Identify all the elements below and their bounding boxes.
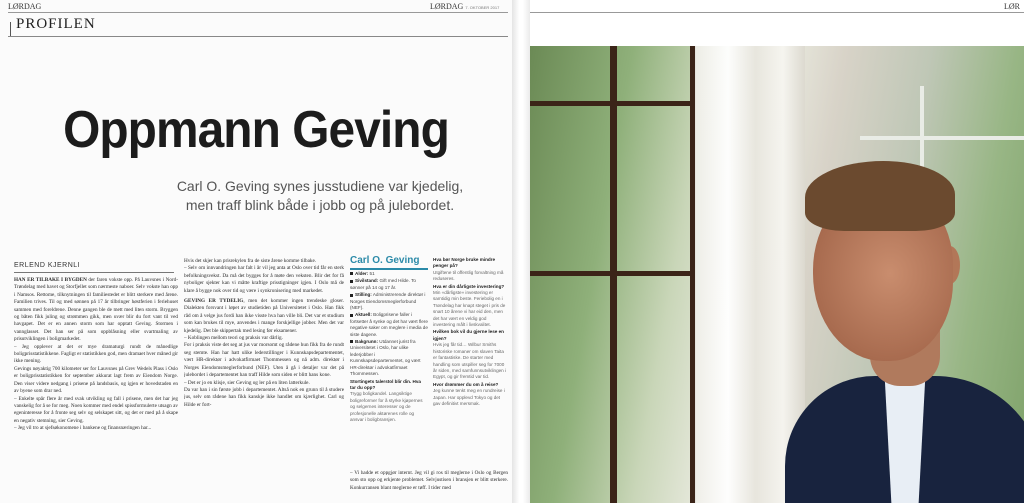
fact-question: Hva er din dårligste investering? — [433, 283, 505, 289]
byline: ERLEND KJERNLI — [14, 262, 81, 269]
folio-right-page: LØR — [1004, 2, 1020, 11]
fact-answer: Hvis jeg får tid… Wilbur Smiths historiske romaner om slaven Taita er fantastiske. De starter med handling som utspiller seg for 7000 år siden, med samfunnsutviklingen i Egypt, og gir fremtid var tid. — [433, 342, 507, 380]
article-column-1 — [14, 277, 178, 503]
article-column-3-tail — [350, 470, 508, 503]
paragraph: – Vi hadde et oppgjør internt. Jeg vil gi ros til meglerne i Oslo og Bergen som sto opp og erkjente problemet. Selvjustisen i bransjen er blitt sterkere. Konkurransen blant meglerne er tøff. I tider med — [350, 470, 508, 491]
paragraph: GEVING ER TYDELIG, men det kommer ingen trendeske gloser. Dialekten forsvant i løpet av studietiden på Universitetet i Oslo. Han fikk råd om å velge jus fordi han ikke visste hva han ville bli. Det var et studium som kan brukes til mye, anvendes i mange forskjellige jobber. Men det var kjedelig. Det ble skippertak med lesing før eksamener. — [184, 298, 344, 334]
standfirst: Carl O. Geving synes jusstudiene var kjedelig, men traff blink både i jobb og på julebordet. — [176, 178, 464, 213]
paragraph: Hvis det skjer kan prisrekylen fra de siste årene komme tilbake. — [184, 258, 317, 264]
paragraph: – Selv om innvandringen har falt i år vil jeg anta at Oslo over tid får en sterk befolkningsvekst. Da må det bygges for å møte den veksten. Blir det for få nyboliger sjekter kan vi måtte kraftige prisstigninger igjen. I Oslo må de klare å bygge nok over tid og være i synkronisering med markedet. — [184, 265, 344, 294]
article-column-2 — [184, 258, 344, 503]
headline: Oppmann Geving — [63, 101, 449, 159]
paragraph: – Jeg vil tro at sjefsøkonomene i bankene og finansnæringen har... — [14, 425, 152, 432]
paragraph: For i praksis viste det seg at jus var morsomt og rådene hun fikk fra de rundt seg stemte. Han har hatt ulike lederstillinger i Kunnskapsdepartementet, vært HR-direktør i advokatfirmaet Thommessen og nå adm. direktør i Norges Eiendomsmeglerforbund (NEF). Uten å gå i detaljer var det på julebordet i departementet han traff Hilde som siden er blitt hans kone. — [184, 342, 344, 379]
window-frame — [860, 136, 1024, 140]
section-rule — [8, 36, 508, 37]
paragraph: – Enkelte spår flere år med svak utvikling og fall i prisene, men det har jeg vanskelig for å se for meg. Noen kommer med endel spissformulerte utsagn av egeninteresse for å fronte seg selv og selskapet sitt, og det er med på å skape en negativ stemning, sier Geving. — [14, 395, 178, 424]
folio-right: LØRDAG 7. OKTOBER 2017 — [430, 2, 500, 11]
fact-answer: Trygg boligkandel. Langsiktige boligreformer for å styrke kjøpernes og selgernes interesser og de profesjonelle aktørenes rolle og ansvar i boligbransjen. — [350, 391, 423, 422]
fact-box — [350, 255, 508, 503]
bullet-icon — [350, 340, 353, 343]
fact-question: Stortingets talerstol blir din. Hva tar du opp? — [350, 378, 421, 390]
bullet-icon — [350, 280, 353, 283]
bullet-icon — [350, 272, 353, 275]
section-label: PROFILEN — [16, 16, 96, 32]
fact-answer: Utgiftene til offentlig forvaltning må reduseres. — [433, 269, 504, 282]
paragraph: Da var han i sin første jobb i departementet. Altså nok en grunn til å studere jus, selv om rådene han fikk kanskje ikke handlet om kjærlighet. Carl og Hilde er fort- — [184, 386, 344, 408]
folio-rule — [8, 12, 508, 13]
bullet-icon — [350, 294, 353, 297]
fact-box-facts — [350, 271, 428, 503]
fact-box-title: Carl O. Geving — [350, 255, 420, 266]
paragraph: – Jeg opplever at det er mye dramaturgi rundt de månedlige boligprisstatistikkene. Fagligt er statistikken god, men dramaet hver måned gir ikke mening. — [14, 343, 178, 365]
portrait-photo — [530, 46, 1024, 503]
fact-item: Sivilstand: Gift med Hilde. To sønner på 14 og 17 år. — [350, 278, 416, 290]
fact-item: Bakgrunn: Utdannet jurist fra Universitetet i Oslo, har ulike lederjobber i Kunnskapsdepartementet, og vært HR-direktør i advokatfirmaet Thommessen. — [350, 339, 421, 377]
bullet-icon — [350, 314, 353, 317]
fact-box-rule — [350, 268, 428, 270]
fact-item: Alder: 51 — [350, 271, 428, 277]
folio-left: LØRDAG — [8, 2, 42, 11]
fact-question: Hva bør Norge bruke mindre penger på? — [433, 257, 496, 269]
hair — [805, 161, 955, 231]
fact-item: Aktuell: Boligprisene faller i fortsetter å synke og det har vært flere negative saker om meglere i media de siste dagene. — [350, 312, 428, 337]
paragraph: HAN ER TILBAKE I BYGDEN der faren vokste opp. På Lauvsnes i Nord-Trøndelag med havet og Storfjellet som nærmeste naboer. Selv vokste han opp i Namsos. Rettome, tilknytningen til familiestedet er blitt sterkere med årene. Familien trives. Til og med sønnen på 17 år tilbringer høstferien i feriehuset sammen med foreldrene. Denne gangen ble de mett med liten storm. Bryggen og båten fikk juling og strømmen gikk, men uvær blir du fort vant til ved havgapet. Det er en annen storm som har opptatt Geving. Stormen i vannglasset. Det han ser på som oppblåsning eller svartmaling av prisutviklingen i boligmarkedet. — [14, 277, 178, 343]
window-frame — [530, 271, 695, 276]
fact-item: Stilling: Administrerende direktør i Norges Eiendomsmeglerforbund (NEF). — [350, 292, 426, 311]
fact-question: Hvilken bok vil du gjerne lese en igjen? — [433, 329, 504, 341]
folio-rule — [530, 12, 1024, 13]
fact-question: Hvor drømmer du om å reise? — [433, 381, 499, 387]
right-page — [530, 0, 1024, 503]
paragraph: – Koblingen mellom teori og praksis var dårlig. — [184, 335, 283, 342]
curtain — [695, 46, 805, 503]
fact-answer: Jeg kunne tenkt meg en rundreise i Japan. Har opplevd Tokyo og det gav definitivt mersmak. — [433, 388, 505, 406]
paragraph: Gevings nøyaktig 700 kilometer ser for Lauvsnes på Grev Wedels Plass i Oslo er boligprisstatistikken for september akkurat lagt frem av Eiendom Norge. Den viser videre nedgang i prisene på landsbasis, og igjen er hovedstaden en av byene som drar ned. — [14, 365, 178, 395]
byline-rule — [14, 272, 174, 273]
fact-answer: Min «dårligste» investering er samtidig min beste. Feriebolig en i Trøndelag har knapt steget i pris de snart 10 årene vi har eid den, men det har vært en veldig god investering målt i livskvalitet. — [433, 290, 506, 328]
page-gutter — [512, 0, 530, 503]
fact-box-qa — [433, 257, 508, 503]
window-frame — [530, 101, 695, 106]
section-marker — [10, 22, 11, 36]
paragraph: – Det er jo en klisje, sier Geving og ler på en liten latterkule. — [184, 379, 310, 386]
